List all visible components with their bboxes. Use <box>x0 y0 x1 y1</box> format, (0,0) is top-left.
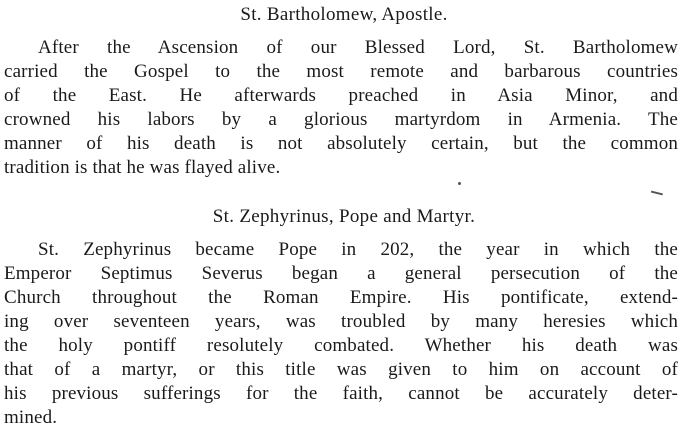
paragraph-line: that of a martyr, or this title was given to him on account of <box>4 359 678 380</box>
paragraph-line: crowned his labors by a glorious martyrdom in Armenia. The <box>4 109 678 130</box>
paragraph-line: After the Ascension of our Blessed Lord, St. Bartholomew <box>38 37 678 58</box>
paragraph-line: manner of his death is not absolutely certain, but the common <box>4 133 678 154</box>
scan-speck <box>458 182 461 185</box>
paragraph-line: carried the Gospel to the most remote and barbarous countries <box>4 61 678 82</box>
section-title-bartholomew: St. Bartholomew, Apostle. <box>240 4 448 25</box>
paragraph-line: mined. <box>4 407 58 428</box>
paragraph-line: his previous sufferings for the faith, cannot be accurately deter- <box>4 383 678 404</box>
section-title-zephyrinus: St. Zephyrinus, Pope and Martyr. <box>212 206 476 227</box>
paragraph-line: of the East. He afterwards preached in Asia Minor, and <box>4 85 678 106</box>
paragraph-line: ing over seventeen years, was troubled by many heresies which <box>4 311 678 332</box>
scan-speck <box>651 191 663 195</box>
paragraph-line: Emperor Septimus Severus began a general persecution of the <box>4 263 678 284</box>
paragraph-line: Church throughout the Roman Empire. His pontificate, extend- <box>4 287 678 308</box>
paragraph-line: the holy pontiff resolutely combated. Whether his death was <box>4 335 678 356</box>
paragraph-line: St. Zephyrinus became Pope in 202, the year in which the <box>38 239 678 260</box>
paragraph-line: tradition is that he was flayed alive. <box>4 157 281 178</box>
